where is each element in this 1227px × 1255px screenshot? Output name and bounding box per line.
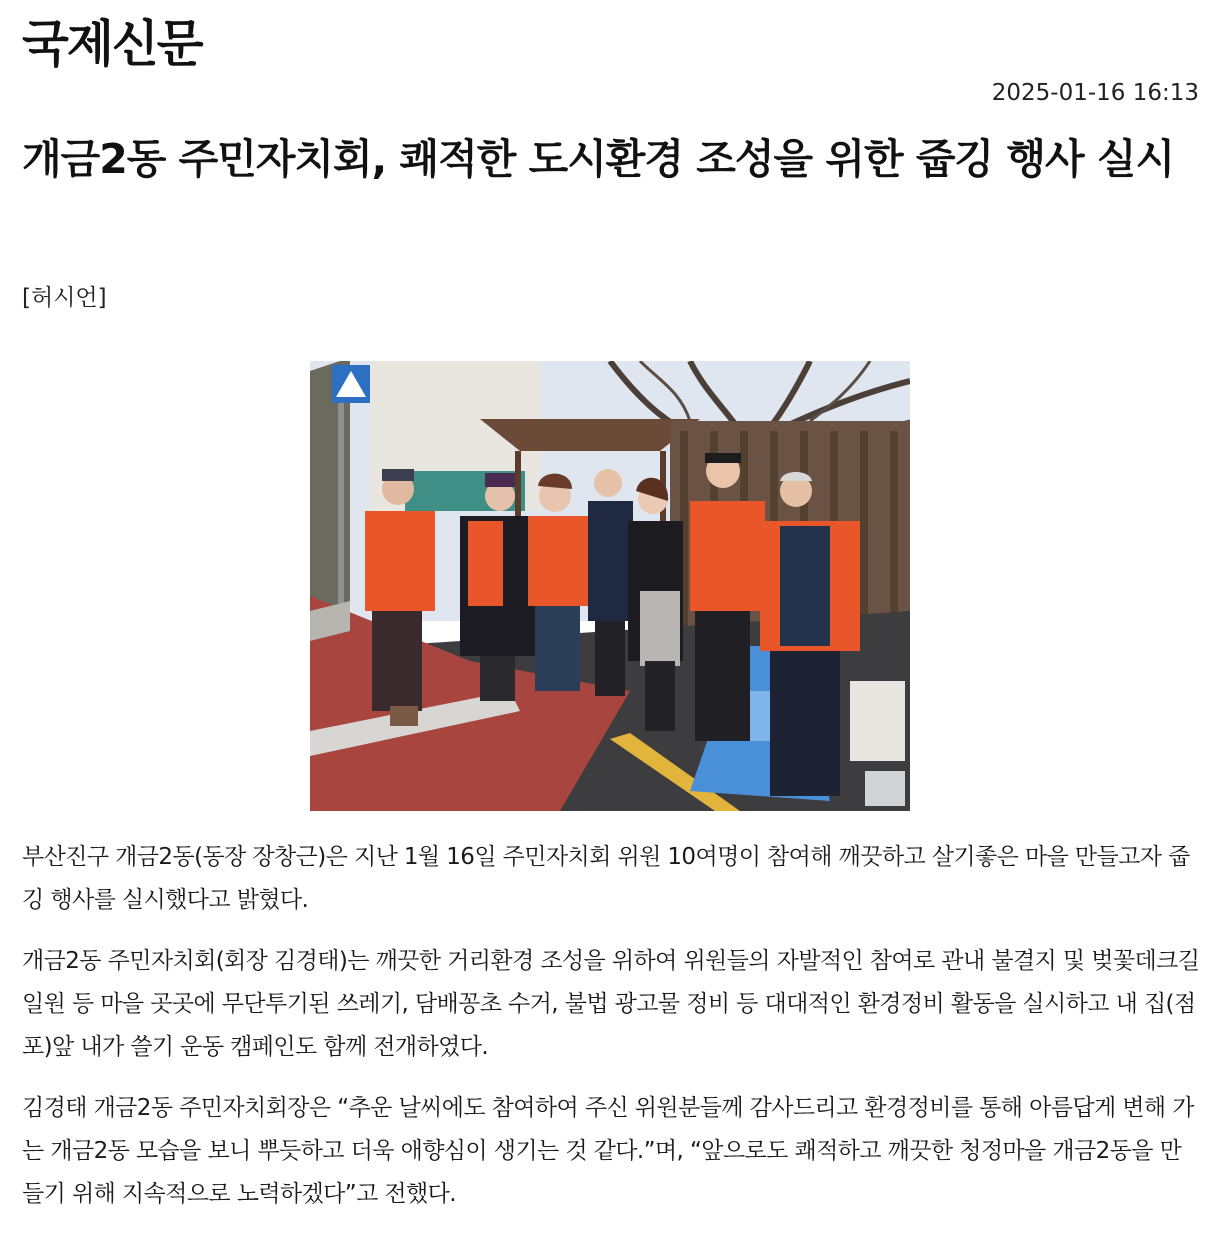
article-photo (310, 361, 910, 811)
article-timestamp: 2025-01-16 16:13 (991, 80, 1199, 106)
article-paragraph: 부산진구 개금2동(동장 장창근)은 지난 1월 16일 주민자치회 위원 10여명이 참여해 깨끗하고 살기좋은 마을 만들고자 줍깅 행사를 실시했다고 밝혔다. (22, 844, 1190, 913)
article-paragraph: 개금2동 주민자치회(회장 김경태)는 깨끗한 거리환경 조성을 위하여 위원들의 자발적인 참여로 관내 불결지 및 벚꽃데크길 일원 등 마을 곳곳에 무단투기된 쓰레기, 담배꽁초 수거, 불법 광고물 정비 등 대대적인 환경정비 활동을 실시하고 내 집(점포)앞 내가 쓸기 운동 캠페인도 함께 전개하였다. (22, 948, 1200, 1060)
article-body (22, 836, 1202, 1234)
newspaper-logo: 국제신문 (22, 15, 202, 73)
article-headline: 개금2동 주민자치회, 쾌적한 도시환경 조성을 위한 줍깅 행사 실시 (22, 135, 1175, 183)
article-byline: [허시언] (22, 285, 107, 311)
article-paragraph: 김경태 개금2동 주민자치회장은 “추운 날씨에도 참여하여 주신 위원분들께 감사드리고 환경정비를 통해 아름답게 변해 가는 개금2동 모습을 보니 뿌듯하고 더욱 애향심이 생기는 것 같다.”며, “앞으로도 쾌적하고 깨끗한 청정마을 개금2동을 만들기 위해 지속적으로 노력하겠다”고 전했다. (22, 1095, 1194, 1207)
